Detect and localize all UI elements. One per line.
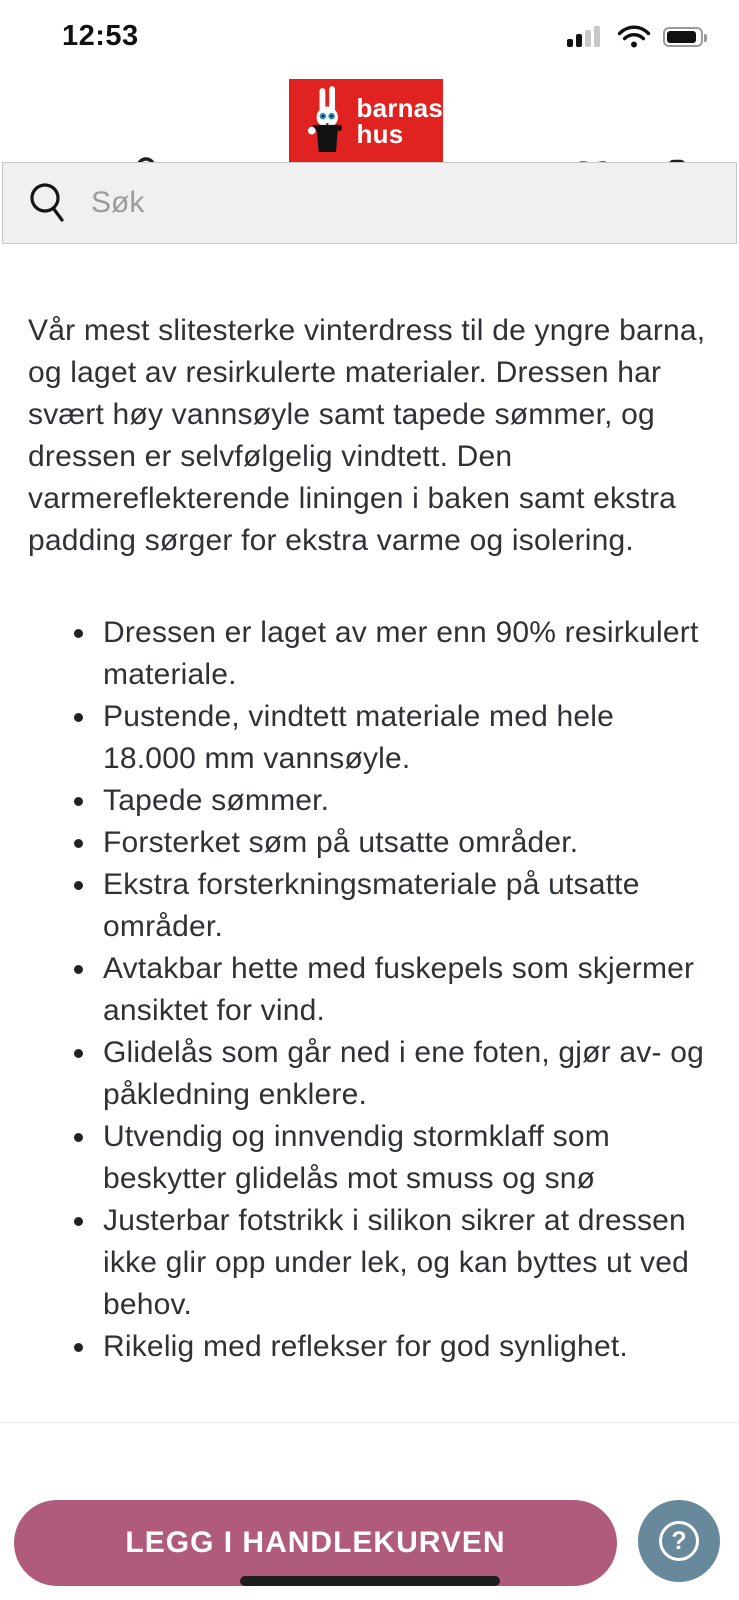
search-icon <box>29 182 67 224</box>
status-bar <box>0 0 739 62</box>
logo-line2: hus <box>356 118 404 149</box>
feature-item <box>72 1116 715 1200</box>
feature-text: Ekstra forsterkningsmateriale på utsatte områder. <box>103 868 640 943</box>
bullet-icon <box>74 1217 83 1226</box>
feature-text: Tapede sømmer. <box>103 784 330 817</box>
feature-item <box>72 612 715 696</box>
bullet-icon <box>74 881 83 890</box>
feature-item <box>72 1200 715 1326</box>
feature-item <box>72 948 715 1032</box>
header <box>0 62 739 162</box>
product-details <box>0 244 739 1368</box>
feature-item <box>72 864 715 948</box>
logo[interactable] <box>289 79 443 162</box>
add-to-cart-button[interactable]: LEGG I HANDLEKURVEN <box>14 1500 617 1586</box>
feature-text: Pustende, vindtett materiale med hele 18.000 mm vannsøyle. <box>103 700 615 775</box>
feature-text: Dressen er laget av mer enn 90% resirkulert materiale. <box>103 616 699 691</box>
feature-text: Utvendig og innvendig stormklaff som beskytter glidelås mot smuss og snø <box>103 1120 610 1195</box>
bottom-bar <box>0 1422 739 1600</box>
bullet-icon <box>74 797 83 806</box>
battery-fill <box>667 31 696 43</box>
bullet-icon <box>74 839 83 848</box>
feature-item <box>72 780 715 822</box>
feature-list <box>28 612 715 1368</box>
feature-item <box>72 822 715 864</box>
feature-text: Glidelås som går ned i ene foten, gjør av- og påkledning enklere. <box>103 1036 704 1111</box>
wifi-icon <box>617 24 651 49</box>
question-mark: ? <box>671 1526 687 1555</box>
status-icons <box>567 24 703 49</box>
battery-nub <box>704 34 707 42</box>
logo-line1: barnas <box>356 92 443 123</box>
feature-text: Avtakbar hette med fuskepels som skjermer ansiktet for vind. <box>103 952 695 1027</box>
bullet-icon <box>74 629 83 638</box>
rabbit-in-hat-icon <box>305 85 350 157</box>
question-icon <box>659 1521 699 1561</box>
bullet-icon <box>74 1049 83 1058</box>
bullet-icon <box>74 1133 83 1142</box>
feature-item <box>72 1032 715 1116</box>
feature-text: Forsterket søm på utsatte områder. <box>103 826 579 859</box>
feature-item <box>72 696 715 780</box>
home-indicator[interactable] <box>240 1576 500 1586</box>
battery-icon <box>663 27 703 47</box>
logo-text <box>356 92 443 149</box>
search-bar[interactable] <box>2 162 737 244</box>
bullet-icon <box>74 1343 83 1352</box>
feature-item <box>72 1326 715 1368</box>
help-button[interactable] <box>638 1500 720 1582</box>
bullet-icon <box>74 965 83 974</box>
feature-text: Rikelig med reflekser for god synlighet. <box>103 1330 628 1363</box>
feature-text: Justerbar fotstrikk i silikon sikrer at dressen ikke glir opp under lek, og kan byttes ut ved behov. <box>103 1204 690 1321</box>
bullet-icon <box>74 713 83 722</box>
cellular-signal-icon <box>567 25 605 49</box>
search-input[interactable] <box>89 185 736 221</box>
product-description: Vår mest slitesterke vinterdress til de yngre barna, og laget av resirkulerte materialer. Dressen har svært høy vannsøyle samt tapede sømmer, og dressen er selvfølgelig vindtett. Den varmereflekterende liningen i baken samt ekstra padding sørger for ekstra varme og isolering. <box>28 314 706 557</box>
status-time: 12:53 <box>62 20 139 52</box>
